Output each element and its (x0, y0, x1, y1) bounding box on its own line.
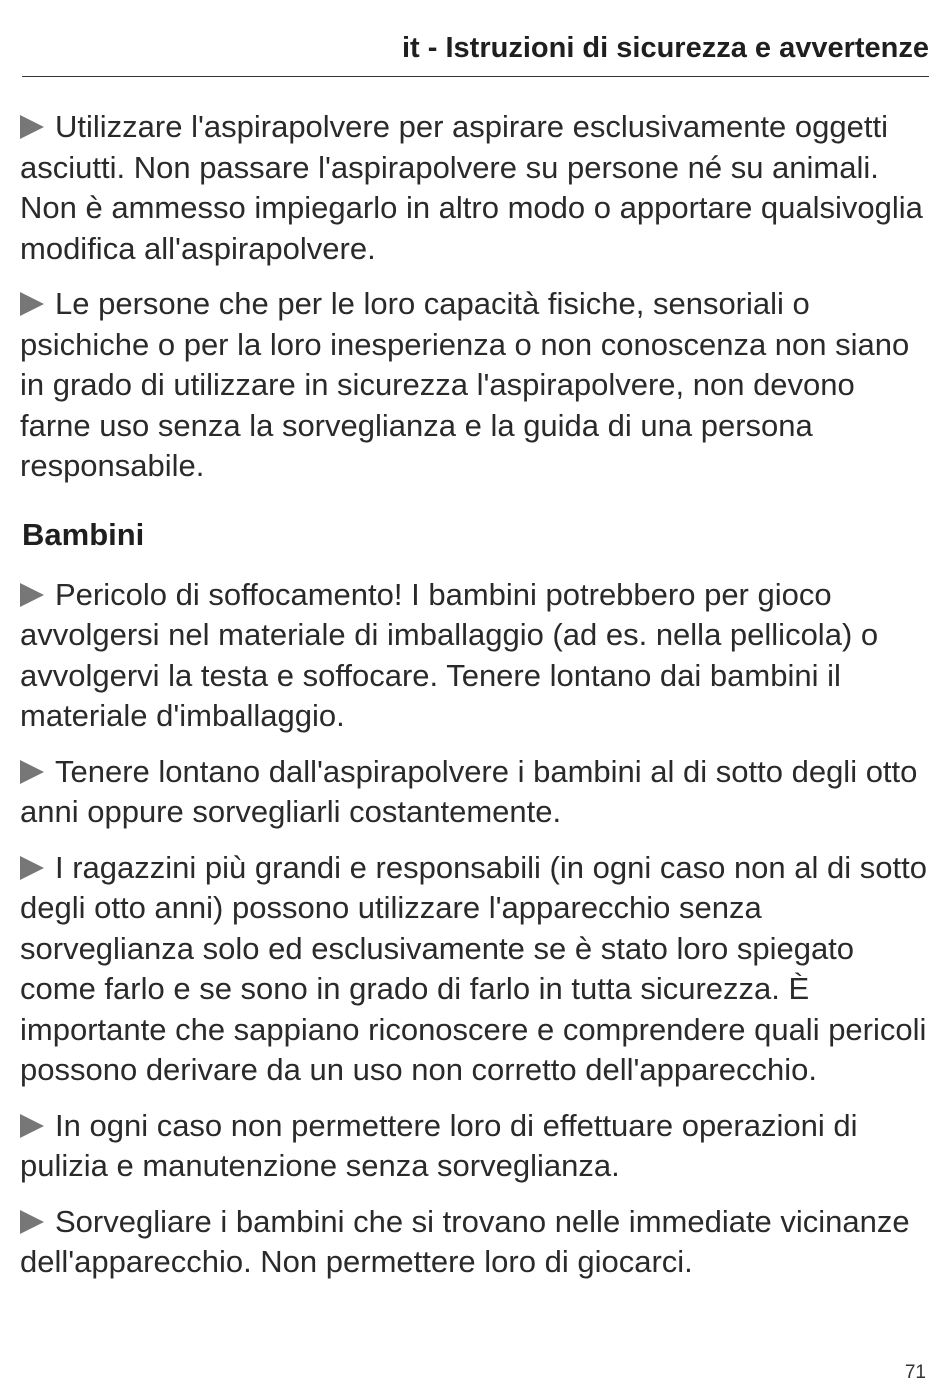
page-content (20, 107, 930, 1298)
paragraph-suffocation (20, 575, 930, 737)
triangle-right-icon (20, 292, 44, 316)
triangle-right-icon (20, 1210, 44, 1234)
section-heading-children: Bambini (22, 516, 145, 552)
paragraph-reduced-capacity (20, 284, 930, 487)
page-title: it - Istruzioni di sicurezza e avvertenze (402, 32, 929, 64)
page-header (22, 30, 929, 77)
triangle-right-icon (20, 583, 44, 607)
paragraph-text: Le persone che per le loro capacità fisiche, sensoriali o psichiche o per la loro inesperienza o non conoscenza non siano in grado di utilizzare in sicurezza l'aspirapolvere, non devono farne uso senza la sorveglianza e la guida di una persona responsabile. (20, 286, 910, 483)
paragraph-text: Pericolo di soffocamento! I bambini potrebbero per gioco avvolgersi nel materiale di imballaggio (ad es. nella pellicola) o avvolgervi la testa e soffocare. Tenere lontano dai bambini il materiale d'imballaggio. (20, 576, 879, 733)
paragraph-supervise (20, 1202, 930, 1283)
triangle-right-icon (20, 1114, 44, 1138)
paragraph-text: Utilizzare l'aspirapolvere per aspirare esclusivamente oggetti asciutti. Non passare l'aspirapolvere su persone né su animali. Non è ammesso impiegarlo in altro modo o apportare qualsivoglia modifica all'aspirapolvere. (20, 109, 923, 266)
paragraph-cleaning (20, 1106, 930, 1187)
triangle-right-icon (20, 856, 44, 880)
page-number: 71 (904, 1362, 926, 1383)
paragraph-older-children (20, 848, 930, 1091)
paragraph-keep-away (20, 752, 930, 833)
triangle-right-icon (20, 760, 44, 784)
paragraph-dry-objects (20, 107, 930, 269)
paragraph-text: I ragazzini più grandi e responsabili (in ogni caso non al di sotto degli otto anni) possono utilizzare l'apparecchio senza sorveglianza solo ed esclusivamente se è stato loro spiegato come farlo e se sono in grado di farlo in tutta sicurezza. È importante che sappiano riconoscere e comprendere quali pericoli possono derivare da un uso non corretto dell'apparecchio. (20, 849, 927, 1087)
paragraph-text: Tenere lontano dall'aspirapolvere i bambini al di sotto degli otto anni oppure sorvegliarli costantemente. (20, 753, 918, 829)
paragraph-text: Sorvegliare i bambini che si trovano nelle immediate vicinanze dell'apparecchio. Non permettere loro di giocarci. (20, 1203, 910, 1279)
triangle-right-icon (20, 115, 44, 139)
paragraph-text: In ogni caso non permettere loro di effettuare operazioni di pulizia e manutenzione senza sorveglianza. (20, 1107, 858, 1183)
